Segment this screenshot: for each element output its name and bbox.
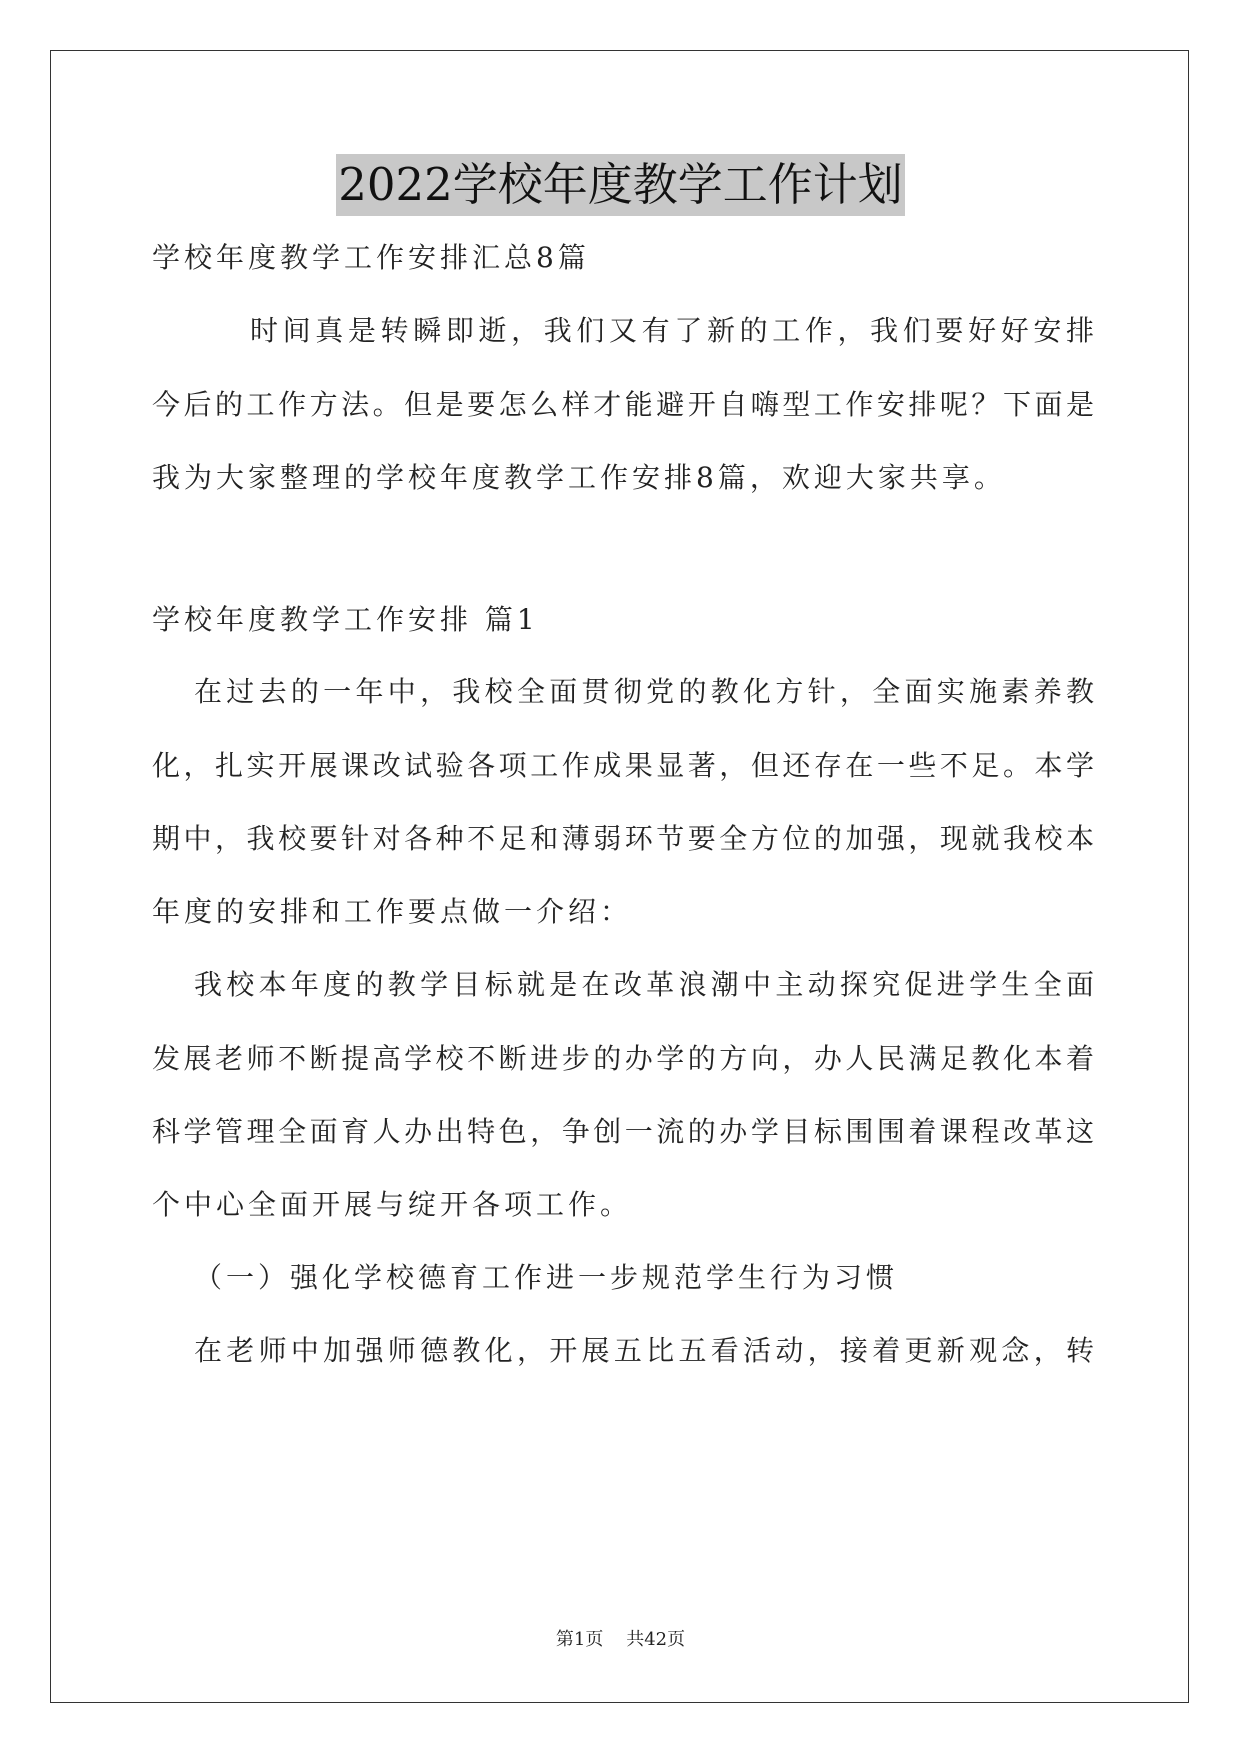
page-footer: [0, 1628, 1241, 1652]
intro-line-1: 时间真是转瞬即逝，我们又有了新的工作，我们要好好安排: [250, 314, 1094, 347]
page-border: [50, 50, 1189, 1703]
para2-line-2: 发展老师不断提高学校不断进步的办学的方向，办人民满足教化本着: [152, 1042, 1094, 1075]
para1-line-2: 化，扎实开展课改试验各项工作成果显著，但还存在一些不足。本学: [152, 749, 1094, 782]
para1-line-4: 年度的安排和工作要点做一介绍：: [152, 895, 633, 928]
para2-line-1: 我校本年度的教学目标就是在改革浪潮中主动探究促进学生全面: [194, 968, 1094, 1001]
para2-line-4: 个中心全面开展与绽开各项工作。: [152, 1188, 633, 1221]
intro-line-3: 我为大家整理的学校年度教学工作安排8篇，欢迎大家共享。: [152, 461, 1006, 494]
subheading-1: （一）强化学校德育工作进一步规范学生行为习惯: [194, 1261, 899, 1294]
para3-line-1: 在老师中加强师德教化，开展五比五看活动，接着更新观念，转: [194, 1334, 1094, 1367]
section-heading: 学校年度教学工作安排 篇1: [152, 603, 539, 636]
page-total: 共42页: [626, 1629, 686, 1650]
para2-line-3: 科学管理全面育人办出特色，争创一流的办学目标围围着课程改革这: [152, 1115, 1094, 1148]
para1-line-3: 期中，我校要针对各种不足和薄弱环节要全方位的加强，现就我校本: [152, 822, 1094, 855]
document-title: 2022学校年度教学工作计划: [336, 154, 905, 216]
para1-line-1: 在过去的一年中，我校全面贯彻党的教化方针，全面实施素养教: [194, 675, 1094, 708]
title-container: [0, 154, 1241, 216]
page-number: 第1页: [555, 1629, 604, 1650]
subtitle-line: 学校年度教学工作安排汇总8篇: [152, 241, 590, 274]
intro-line-2: 今后的工作方法。但是要怎么样才能避开自嗨型工作安排呢？下面是: [152, 388, 1094, 421]
